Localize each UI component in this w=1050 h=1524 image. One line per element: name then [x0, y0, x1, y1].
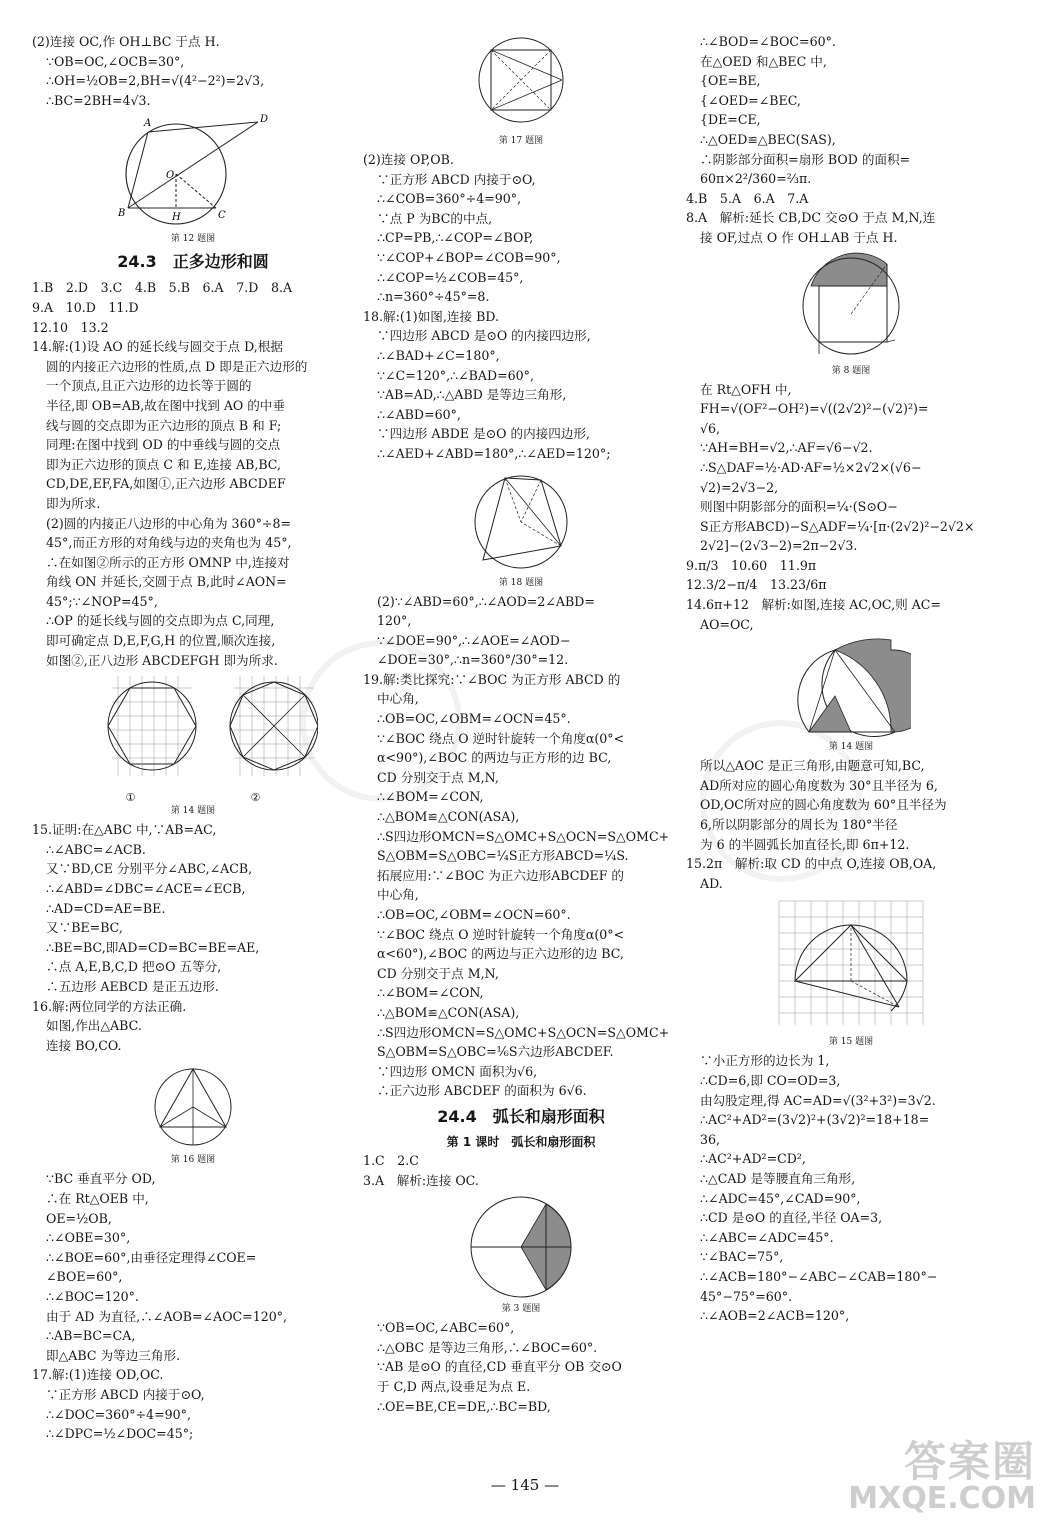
column-2 [363, 32, 679, 1416]
text-line: ∴OP 的延长线与圆的交点即为点 C,同理, [46, 613, 275, 629]
text-line: 在 Rt△OFH 中, [700, 381, 792, 397]
text-line: ∴∠AOB=2∠ACB=120°, [700, 1308, 850, 1324]
text-line: ∴AD=CD=AE=BE. [46, 900, 166, 916]
figure-16 [32, 1057, 354, 1167]
text-line: 中心角, [377, 887, 419, 903]
text-line: CD 分别交于点 M,N, [377, 769, 499, 785]
text-line: ∴∠COB=360°÷4=90°, [377, 191, 522, 207]
text-line: 15.2π 解析:取 CD 的中点 O,连接 OB,OA, [686, 856, 937, 872]
c3-q8 [686, 208, 1016, 247]
figure-caption: 第 14 题图 [170, 806, 216, 817]
text-line: ∴CD 是⊙O 的直径,半径 OA=3, [700, 1210, 883, 1226]
text-line: 16.解:两位同学的方法正确. [32, 998, 187, 1014]
text-line: ∴AC²+AD²=(3√2)²+(3√2)²=18+18= [700, 1112, 930, 1128]
text-line: 45°−75°=60°. [700, 1288, 793, 1304]
text-line: ∵OB=OC,∠ABC=60°, [377, 1320, 515, 1336]
text-line: ∵点 P 为BC的中点, [377, 210, 493, 226]
text-line: ∴n=360°÷45°=8. [377, 289, 490, 305]
text-line: ∴阴影部分面积=扇形 BOD 的面积= [700, 151, 911, 167]
text-line: 如图,作出△ABC. [46, 1018, 142, 1034]
figure-14-col3 [686, 636, 1016, 754]
text-line: OD,OC所对应的圆心角度数为 60°且半径为 [700, 797, 947, 813]
text-line: ∴S△DAF=½·AD·AF=½×2√2×(√6− [700, 459, 922, 475]
text-line: ∴∠COP=½∠COB=45°, [377, 269, 524, 285]
text-line: 同理:在图中找到 OD 的中垂线与圆的交点 [46, 437, 281, 453]
text-line: 15.证明:在△ABC 中,∵AB=AC, [32, 822, 217, 838]
text-line: AO=OC, [700, 616, 754, 632]
text-line: ∴∠ACB=180°−∠ABC−∠CAB=180°− [700, 1268, 938, 1284]
figure-12 [32, 112, 354, 246]
text-line: ∵四边形 ABCD 是⊙O 的内接四边形, [377, 328, 591, 344]
text-line: OE=½OB, [46, 1210, 112, 1226]
text-line: 即为正六边形的顶点 C 和 E,连接 AB,BC, [46, 456, 282, 472]
text-line: 14.6π+12 解析:如图,连接 AC,OC,则 AC= [686, 597, 941, 613]
text-line: ∴点 A,E,B,C,D 把⊙O 五等分, [46, 959, 222, 975]
text-line: ∴五边形 AEBCD 是正五边形. [46, 979, 219, 994]
text-line: 拓展应用:∵∠BOC 为正六边形ABCDEF 的 [377, 867, 625, 883]
text-line: ∴∠BOM=∠CON, [377, 789, 484, 805]
text-line: S△OBM=S△OBC=⅙S六边形ABCDEF. [377, 1044, 614, 1060]
c2-q18b [363, 592, 679, 670]
figure-caption: 第 3 题图 [501, 1304, 541, 1315]
text-line: ∵AH=BH=√2,∴AF=√6−√2. [700, 440, 873, 456]
text-line: ∴△CAD 是等腰直角三角形, [700, 1170, 856, 1186]
text-line: ∵四边形 OMCN 面积为√6, [377, 1063, 538, 1079]
figure-caption: 第 8 题图 [831, 365, 871, 376]
figure-caption: 第 14 题图 [828, 742, 874, 753]
text-line: α<90°),∠BOC 的两边与正方形的边 BC, [377, 750, 612, 766]
text-line: ∵∠BOC 绕点 O 逆时针旋转一个角度α(0°< [377, 730, 625, 746]
text-line: ∵正方形 ABCD 内接于⊙O, [377, 171, 536, 187]
figure-14 [32, 672, 354, 818]
text-line: ∵∠DOE=90°,∴∠AOE=∠AOD− [377, 632, 571, 648]
c1-top [32, 32, 354, 110]
fig-label: D [260, 114, 269, 126]
figure-15 [686, 895, 1016, 1049]
c3-q8b [686, 380, 1016, 556]
text-line: 60π×2²/360=⅔π. [700, 171, 812, 187]
figure-caption: 第 17 题图 [498, 136, 544, 146]
text-line: ∠DOE=30°,∴n=360°/30°=12. [377, 652, 569, 668]
text-line: ∴△BOM≌△CON(ASA), [377, 809, 520, 825]
text-line: 半径,即 OB=AB,故在图中找到 AO 的中垂 [46, 397, 286, 413]
text-line: ∴∠OBE=30°, [46, 1230, 131, 1246]
c3-q14 [686, 595, 1016, 634]
text-line: 14.解:(1)设 AO 的延长线与圆交于点 D,根据 [32, 339, 283, 355]
text-line: ∴OE=BE,CE=DE,∴BC=BD, [377, 1398, 551, 1414]
text-line: 19.解:类比探究:∵∠BOC 为正方形 ABCD 的 [363, 671, 621, 687]
text-line: ∵∠BOC 绕点 O 逆时针旋转一个角度α(0°< [377, 926, 625, 942]
text-line: ∵OB=OC,∠OCB=30°, [46, 53, 185, 69]
text-line: 即△ABC 为等边三角形. [46, 1347, 181, 1363]
watermark-text: 答案圈 [903, 1437, 1036, 1486]
text-line: 于 C,D 两点,设垂足为点 E. [377, 1378, 531, 1394]
text-line: CD,DE,EF,FA,如图①,正六边形 ABCDEF [46, 476, 286, 492]
text-line: 120°, [377, 613, 412, 629]
c1-q16b [32, 1169, 354, 1365]
text-line: ∴∠ADC=45°,∠CAD=90°, [700, 1190, 861, 1206]
c1-q14 [32, 337, 354, 670]
text-line: ∴OH=½OB=2,BH=√(4²−2²)=2√3, [46, 73, 265, 89]
text-line: ∴S四边形OMCN=S△OMC+S△OCN=S△OMC+ [377, 828, 670, 844]
figure-8 [686, 250, 1016, 378]
text-line: {DE=CE, [700, 112, 761, 128]
figure-caption: 第 18 题图 [498, 577, 544, 588]
section-title: 24.4 弧长和扇形面积 [437, 1106, 605, 1126]
text-line: 又∵BD,CE 分别平分∠ABC,∠ACB, [46, 861, 253, 877]
text-line: CD 分别交于点 M,N, [377, 965, 499, 981]
text-line: ∵∠C=120°,∴∠BAD=60°, [377, 367, 534, 383]
c1-q17 [32, 1365, 354, 1443]
c3-top [686, 32, 1016, 189]
text-line: 17.解:(1)连接 OD,OC. [32, 1367, 164, 1383]
text-line: ∴∠BOD=∠BOC=60°. [700, 34, 836, 49]
text-line: ∴△BOM≌△CON(ASA), [377, 1004, 520, 1020]
text-line: 即可确定点 D,E,F,G,H 的位置,顺次连接, [46, 633, 276, 649]
text-line: ∴CP=PB,∴∠COP=∠BOP, [377, 230, 534, 246]
fig-label: A [144, 118, 152, 130]
subsection-title: 第 1 课时 弧长和扇形面积 [446, 1134, 596, 1149]
c1-q16 [32, 997, 354, 1056]
text-line: (2)圆的内接正八边形的中心角为 360°÷8= [46, 515, 292, 531]
answer-line: 1.B 2.D 3.C 4.B 5.B 6.A 7.D 8.A [32, 280, 293, 296]
c3-q14b [686, 756, 1016, 893]
text-line: ∴∠DPC=½∠DOC=45°; [46, 1426, 194, 1442]
text-line: (2)连接 OC,作 OH⊥BC 于点 H. [32, 34, 220, 49]
fig-label: B [118, 208, 126, 220]
text-line: 中心角, [377, 691, 419, 707]
text-line: ∴正六边形 ABCDEF 的面积为 6√6. [377, 1083, 587, 1099]
answer-line: 9.π/3 10.60 11.9π [686, 557, 817, 573]
c2-answers [363, 1151, 679, 1190]
answer-line: 9.A 10.D 11.D [32, 299, 139, 315]
text-line: ∴AB=BC=CA, [46, 1328, 136, 1344]
text-line: ∴OB=OC,∠OBM=∠OCN=45°. [377, 711, 571, 727]
c3-answers2 [686, 556, 1016, 595]
figure-caption: 第 16 题图 [170, 1155, 216, 1166]
text-line: ∴S四边形OMCN=S△OMC+S△OCN=S△OMC+ [377, 1024, 670, 1040]
text-line: ∴AC²+AD²=CD², [700, 1151, 806, 1167]
text-line: ∴∠ABC=∠ACB. [46, 841, 146, 857]
answer-line: 4.B 5.A 6.A 7.A [686, 190, 809, 206]
text-line: 36, [700, 1131, 721, 1147]
text-line: 由勾股定理,得 AC=AD=√(3²+3²)=3√2. [700, 1092, 936, 1108]
figure-18 [363, 466, 679, 590]
text-line: ∴BE=BC,即AD=CD=BC=BE=AE, [46, 939, 260, 955]
text-line: ∴△OBC 是等边三角形,∴∠BOC=60°. [377, 1339, 598, 1355]
text-line: ∴∠DOC=360°÷4=90°, [46, 1406, 191, 1422]
fig-label: C [218, 210, 226, 222]
text-line: ∴∠ABC=∠ADC=45°. [700, 1229, 834, 1245]
text-line: (2)∵∠ABD=60°,∴∠AOD=2∠ABD= [377, 593, 595, 609]
c2-q18 [363, 307, 679, 464]
c2-q3b [363, 1318, 679, 1416]
column-3 [686, 32, 1016, 1326]
text-line: ∵BC 垂直平分 OD, [46, 1171, 156, 1187]
text-line: ∵正方形 ABCD 内接于⊙O, [46, 1386, 205, 1402]
c1-q15 [32, 820, 354, 996]
figure-3 [363, 1192, 679, 1316]
text-line: 连接 BO,CO. [46, 1037, 122, 1053]
answer-line: 1.C 2.C [363, 1152, 419, 1168]
text-line: 圆的内接正六边形的性质,点 D 即是正六边形的 [46, 358, 308, 374]
text-line: 线与圆的交点即为正六边形的顶点 B 和 F; [46, 417, 282, 433]
watermark-logo [848, 1437, 1036, 1516]
text-line: ∵小正方形的边长为 1, [700, 1053, 830, 1069]
text-line: ∵∠BAC=75°, [700, 1249, 784, 1265]
text-line: 6,所以阴影部分的周长为 180°半径 [700, 817, 898, 833]
text-line: FH=√(OF²−OH²)=√((2√2)²−(√2)²)= [700, 401, 929, 417]
text-line: {∠OED=∠BEC, [700, 92, 801, 108]
text-line: 在△OED 和△BEC 中, [700, 53, 827, 69]
text-line: ∴△OED≌△BEC(SAS), [700, 131, 836, 147]
text-line: ∴∠BOE=60°,由垂径定理得∠COE= [46, 1249, 257, 1265]
text-line: 则图中阴影部分的面积=¼·(S⊙O− [700, 499, 898, 515]
text-line: ∠BOE=60°, [46, 1269, 123, 1285]
page-number: — 145 — [490, 1476, 560, 1494]
text-line: 一个顶点,且正六边形的边长等于圆的 [46, 378, 252, 394]
watermark-url: MXQE.COM [848, 1481, 1036, 1516]
text-line: 为 6 的半圆弧长加直径长,即 6π+12. [700, 836, 910, 852]
answer-line: 12.10 13.2 [32, 319, 109, 335]
text-line: ∵四边形 ABDE 是⊙O 的内接四边形, [377, 426, 591, 442]
text-line: ∵∠COP+∠BOP=∠COB=90°, [377, 249, 561, 265]
answer-line: 3.A 解析:连接 OC. [363, 1172, 479, 1188]
text-line: 45°,而正方形的对角线与边的夹角也为 45°, [46, 535, 292, 551]
column-1 [32, 32, 354, 1444]
text-line: ∴OB=OC,∠OBM=∠OCN=60°. [377, 907, 571, 922]
text-line: ∴∠BOC=120°. [46, 1288, 139, 1304]
text-line: √6, [700, 420, 721, 436]
text-line: ∵AB 是⊙O 的直径,CD 垂直平分 OB 交⊙O [377, 1359, 622, 1375]
c3-q15b [686, 1051, 1016, 1325]
figure-sub-label: ② [250, 791, 261, 805]
text-line: S正方形ABCD)−S△ADF=¼·[π·(2√2)²−2√2× [700, 518, 975, 534]
text-line: 8.A 解析:延长 CB,DC 交⊙O 于点 M,N,连 [686, 210, 936, 226]
text-line: ∴∠BAD+∠C=180°, [377, 347, 500, 363]
fig-label: H [172, 212, 181, 224]
text-line: ∴∠AED+∠ABD=180°,∴∠AED=120°; [377, 445, 611, 461]
text-line: α<60°),∠BOC 的两边与正六边形的边 BC, [377, 946, 624, 962]
text-line: ∴∠BOM=∠CON, [377, 985, 484, 1001]
text-line: 所以△AOC 是正三角形,由题意可知,BC, [700, 758, 925, 774]
text-line: 18.解:(1)如图,连接 BD. [363, 308, 499, 324]
figure-sub-label: ① [125, 791, 136, 805]
c2-q17b [363, 150, 679, 307]
text-line: AD所对应的圆心角度数为 30°且半径为 6, [700, 777, 938, 793]
text-line: ∴∠ABD=60°, [377, 406, 461, 422]
c2-q19 [363, 670, 679, 1101]
text-line: √2)=2√3−2, [700, 479, 779, 495]
text-line: AD. [700, 875, 723, 891]
figure-caption: 第 15 题图 [828, 1037, 874, 1048]
text-line: ∴BC=2BH=4√3. [46, 92, 151, 108]
figure-17 [363, 34, 679, 148]
text-line: S△OBM=S△OBC=¼S正方形ABCD=¼S. [377, 848, 629, 864]
text-line: ∴CD=6,即 CO=OD=3, [700, 1073, 841, 1088]
text-line: 接 OF,过点 O 作 OH⊥AB 于点 H. [700, 229, 898, 245]
text-line: 即为所求. [46, 495, 101, 511]
fig-label: O [166, 170, 175, 182]
text-line: (2)连接 OP,OB. [363, 152, 454, 167]
text-line: 45°;∵∠NOP=45°, [46, 593, 158, 609]
figure-caption: 第 12 题图 [170, 234, 216, 245]
c1-answers [32, 278, 354, 337]
text-line: {OE=BE, [700, 73, 761, 89]
text-line: ∴在如图②所示的正方形 OMNP 中,连接对 [46, 554, 290, 570]
answer-line: 12.3/2−π/4 13.23/6π [686, 577, 827, 593]
text-line: ∵AB=AD,∴△ABD 是等边三角形, [377, 387, 567, 403]
text-line: 2√2]−(2√3−2)=2π−2√3. [700, 538, 858, 554]
text-line: ∴∠ABD=∠DBC=∠ACE=∠ECB, [46, 881, 246, 897]
text-line: 又∵BE=BC, [46, 920, 123, 936]
text-line: 由于 AD 为直径,∴∠AOB=∠AOC=120°, [46, 1308, 288, 1324]
text-line: 如图②,正八边形 ABCDEFGH 即为所求. [46, 652, 278, 668]
text-line: 角线 ON 并延长,交圆于点 B,此时∠AON= [46, 574, 287, 590]
section-title: 24.3 正多边形和圆 [117, 252, 269, 272]
text-line: ∴在 Rt△OEB 中, [46, 1190, 149, 1206]
